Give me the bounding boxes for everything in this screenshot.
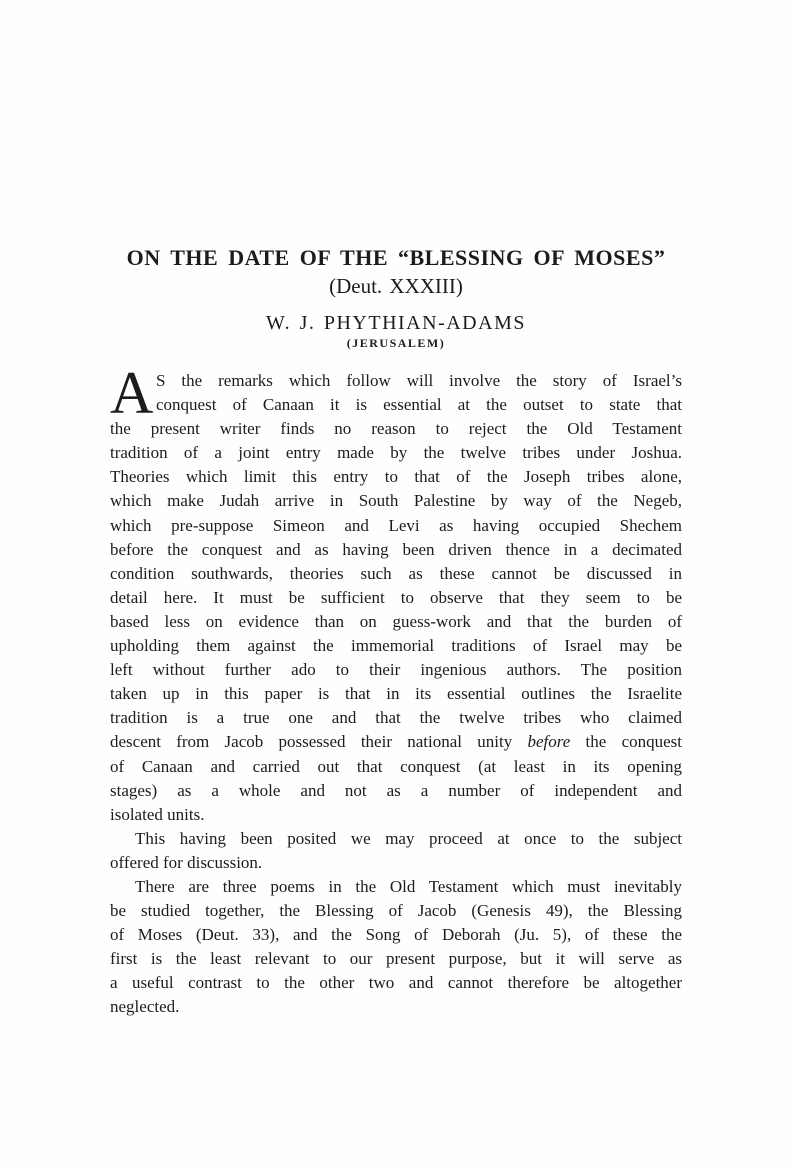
text-line: isolated units. xyxy=(110,804,205,824)
text-line: There are three poems in the Old Testament which must inevitably xyxy=(135,876,682,896)
drop-cap-initial: A xyxy=(110,360,154,426)
text-line: based less on evidence than on guess-work and that the burden of xyxy=(110,611,682,631)
paragraph-1 xyxy=(110,369,682,827)
text-line: be studied together, the Blessing of Jacob (Genesis 49), the Blessing xyxy=(110,901,682,921)
text-line: offered for discussion. xyxy=(110,852,263,872)
italic-word: before xyxy=(527,732,571,752)
text-line: of Canaan and carried out that conquest (at least in its opening xyxy=(110,756,682,776)
text-line: before the conquest and as having been driven thence in a decimated xyxy=(110,539,682,559)
text-line: This having been posited we may proceed at once to the subject xyxy=(135,828,682,848)
text-line: tradition is a true one and that the twelve tribes who claimed xyxy=(110,708,682,728)
article-title: ON THE DATE OF THE “BLESSING OF MOSES” xyxy=(126,245,666,270)
paragraph-2 xyxy=(110,827,682,875)
text-line: which pre-suppose Simeon and Levi as having occupied Shechem xyxy=(110,515,682,535)
text-line: of Moses (Deut. 33), and the Song of Deborah (Ju. 5), of these the xyxy=(110,925,682,945)
text-line: which make Judah arrive in South Palestine by way of the Negeb, xyxy=(110,491,682,511)
text-line: conquest of Canaan it is essential at the outset to state that xyxy=(156,395,682,415)
text-line: first is the least relevant to our present purpose, but it will serve as xyxy=(110,949,682,969)
text-segment: the conquest xyxy=(570,732,683,752)
text-line-with-italic xyxy=(110,730,682,754)
text-segment: descent from Jacob possessed their national unity xyxy=(110,732,528,752)
text-line: left without further ado to their ingenious authors. The position xyxy=(110,660,682,680)
text-line: upholding them against the immemorial traditions of Israel may be xyxy=(110,636,682,656)
text-line: tradition of a joint entry made by the twelve tribes under Joshua. xyxy=(110,443,682,463)
text-line: condition southwards, theories such as these cannot be discussed in xyxy=(110,563,682,583)
author-location: (JERUSALEM) xyxy=(346,336,446,350)
text-line: neglected. xyxy=(110,997,180,1017)
article-body xyxy=(110,360,683,1020)
paragraph-3 xyxy=(110,875,682,1020)
text-line: taken up in this paper is that in its essential outlines the Israelite xyxy=(110,684,682,704)
article-subtitle: (Deut. XXXIII) xyxy=(329,274,463,298)
author-name: W. J. PHYTHIAN-ADAMS xyxy=(266,312,526,334)
text-line: stages) as a whole and not as a number of independent and xyxy=(110,780,682,800)
text-line: the present writer finds no reason to reject the Old Testament xyxy=(110,419,682,439)
text-line: S the remarks which follow will involve the story of Israel’s xyxy=(156,371,682,390)
text-line: a useful contrast to the other two and cannot therefore be altogether xyxy=(110,973,682,993)
text-line: detail here. It must be sufficient to observe that they seem to be xyxy=(110,587,682,607)
text-line: Theories which limit this entry to that of the Joseph tribes alone, xyxy=(110,467,682,487)
